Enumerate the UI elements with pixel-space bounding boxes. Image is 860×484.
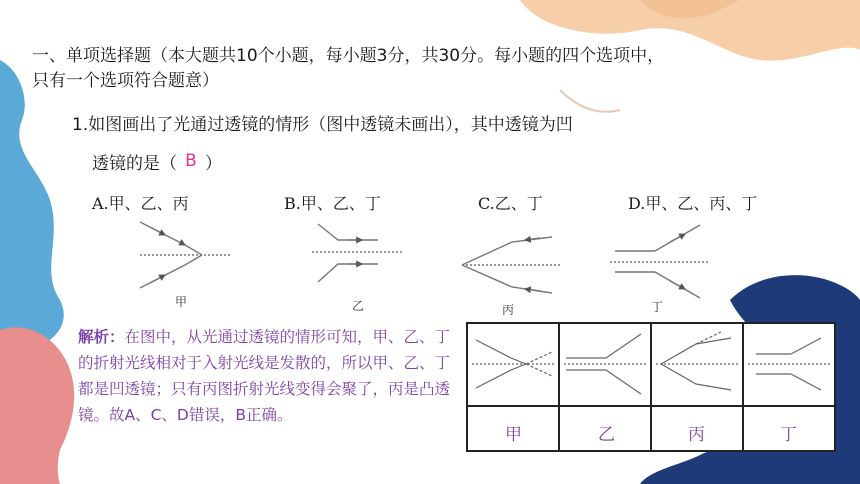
option-d[interactable]: D.甲、乙、丙、丁 <box>628 194 758 213</box>
diagram-label-yi: 乙 <box>352 299 365 313</box>
table-label-yi: 乙 <box>598 425 615 445</box>
option-b[interactable]: B.甲、乙、丁 <box>284 194 381 213</box>
explanation-body: 在图中，从光通过透镜的情形可知，甲、乙、丁的折射光线相对于入射光线是发散的，所以甲、乙、丁都是凹透镜；只有丙图折射光线变得会聚了，丙是凸透镜。故A、C、D错误，B正确。 <box>78 328 451 424</box>
diagram-ding <box>610 225 710 298</box>
table-label-jia: 甲 <box>505 425 522 445</box>
explanation <box>78 324 463 428</box>
table-label-bing: 丙 <box>688 425 705 445</box>
table-label-ding: 丁 <box>780 425 797 445</box>
diagram-label-bing: 丙 <box>502 303 515 317</box>
stem-prefix: 透镜的是（ <box>92 154 177 174</box>
section-heading-line1: 一、单项选择题（本大题共10个小题，每小题3分，共30分。每小题的四个选项中， <box>32 46 665 66</box>
diagram-jia <box>140 222 232 288</box>
diagram-label-jia: 甲 <box>175 295 188 309</box>
option-c[interactable]: C.乙、丁 <box>478 194 543 213</box>
diagram-yi <box>312 224 402 282</box>
explanation-lead: 解析： <box>78 328 125 346</box>
stem-suffix: ） <box>205 154 222 174</box>
answer-text: B <box>185 151 197 171</box>
section-heading-line2: 只有一个选项符合题意） <box>32 71 219 91</box>
option-a[interactable]: A.甲、乙、丙 <box>92 194 189 213</box>
diagram-bing <box>462 237 560 293</box>
question-stem-line1: 1.如图画出了光通过透镜的情形（图中透镜未画出），其中透镜为凹 <box>72 115 573 135</box>
diagram-label-ding: 丁 <box>651 300 664 314</box>
